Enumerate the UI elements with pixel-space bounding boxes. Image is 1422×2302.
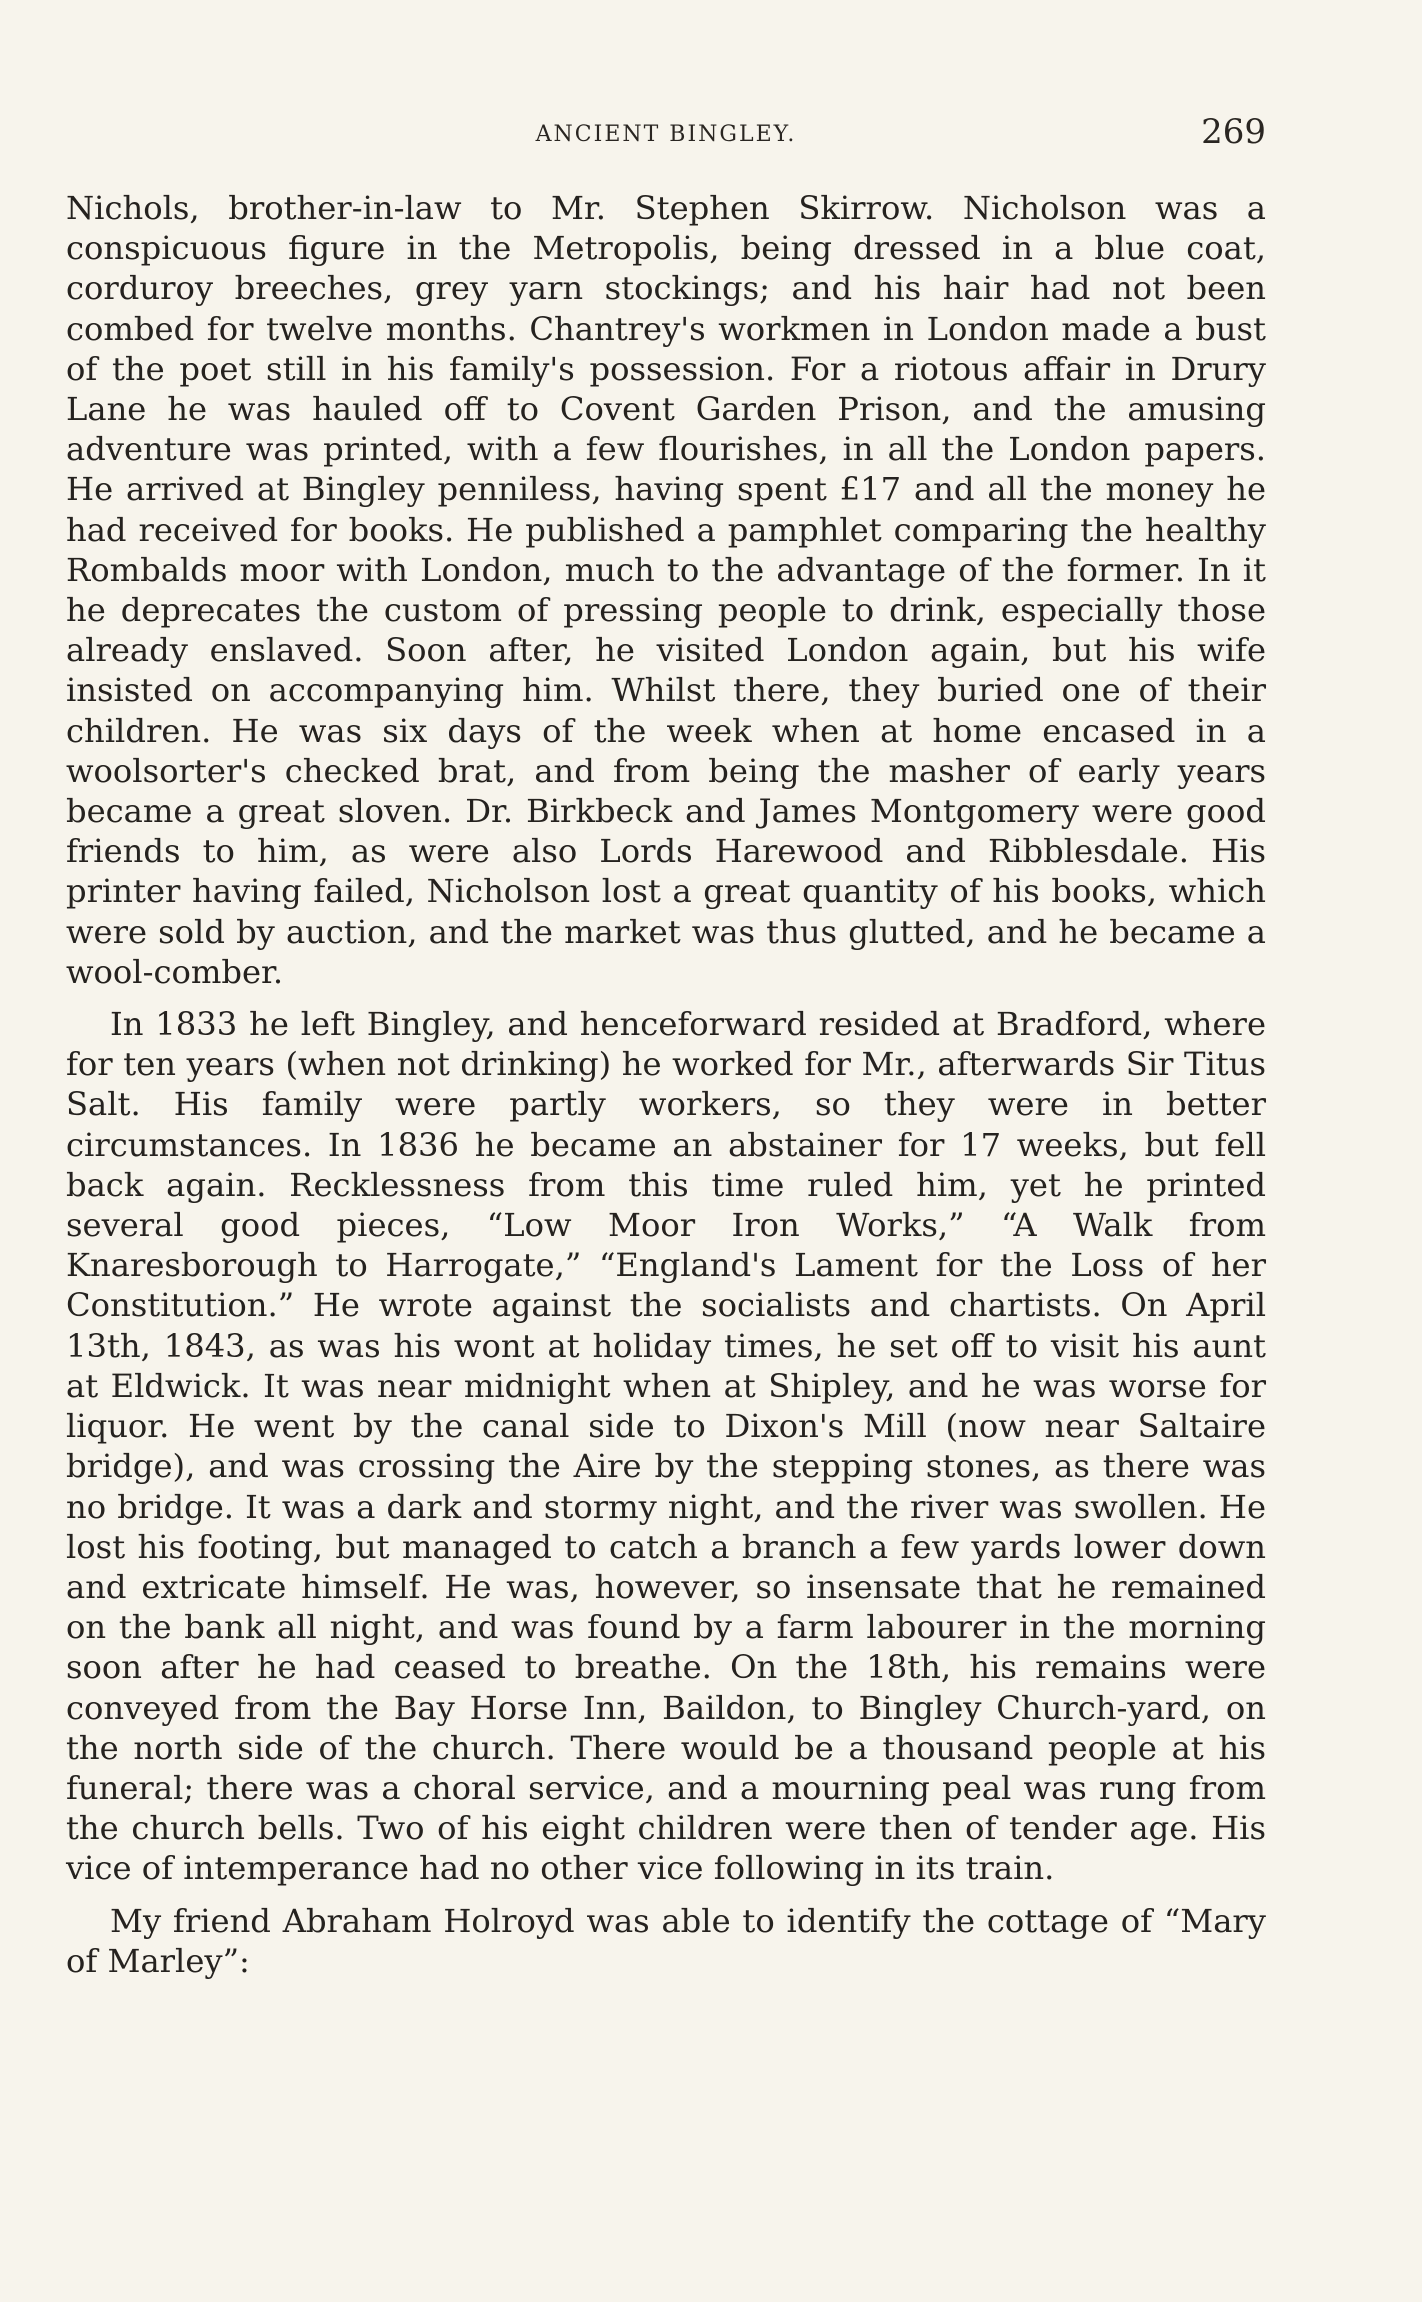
- running-title: ANCIENT BINGLEY.: [535, 122, 797, 147]
- body-text: [66, 188, 1266, 1993]
- paragraph-continued: Nichols, brother-in-law to Mr. Stephen Skirrow. Nicholson was a conspicuous figure in the Metropolis, being dressed in a blue coat, corduroy breeches, grey yarn stockings; and his hair had not been combed for twelve months. Chantrey's workmen in London made a bust of the poet still in his family's possession. For a riotous affair in Drury Lane he was hauled off to Covent Garden Prison, and the amusing adventure was printed, with a few flourishes, in all the London papers. He arrived at Bingley penniless, having spent £17 and all the money he had received for books. He published a pamphlet comparing the healthy Rombalds moor with London, much to the advantage of the former. In it he deprecates the custom of pressing people to drink, especially those already enslaved. Soon after, he visited London again, but his wife insisted on accompanying him. Whilst there, they buried one of their children. He was six days of the week when at home encased in a woolsorter's checked brat, and from being the masher of early years became a great sloven. Dr. Birkbeck and James Montgomery were good friends to him, as were also Lords Harewood and Ribblesdale. His printer having failed, Nicholson lost a great quantity of his books, which were sold by auction, and the market was thus glutted, and he became a wool-comber.: [66, 189, 1266, 991]
- paragraph: In 1833 he left Bingley, and henceforward resided at Bradford, where for ten years (when not drinking) he worked for Mr., afterwards Sir Titus Salt. His family were partly workers, so they were in better circumstances. In 1836 he became an abstainer for 17 weeks, but fell back again. Recklessness from this time ruled him, yet he printed several good pieces, “Low Moor Iron Works,” “A Walk from Knaresborough to Harrogate,” “England's Lament for the Loss of her Constitution.” He wrote against the socialists and chartists. On April 13th, 1843, as was his wont at holiday times, he set off to visit his aunt at Eldwick. It was near midnight when at Shipley, and he was worse for liquor. He went by the canal side to Dixon's Mill (now near Saltaire bridge), and was crossing the Aire by the stepping stones, as there was no bridge. It was a dark and stormy night, and the river was swollen. He lost his footing, but managed to catch a branch a few yards lower down and extricate himself. He was, however, so insensate that he remained on the bank all night, and was found by a farm labourer in the morning soon after he had ceased to breathe. On the 18th, his remains were conveyed from the Bay Horse Inn, Baildon, to Bingley Church-yard, on the north side of the church. There would be a thousand people at his funeral; there was a choral service, and a mourning peal was rung from the church bells. Two of his eight children were then of tender age. His vice of intemperance had no other vice following in its train.: [66, 1005, 1266, 1888]
- page-number: 269: [1201, 112, 1266, 152]
- running-head: [66, 112, 1266, 160]
- paragraph: My friend Abraham Holroyd was able to identify the cottage of “Mary of Marley”:: [66, 1901, 1266, 1980]
